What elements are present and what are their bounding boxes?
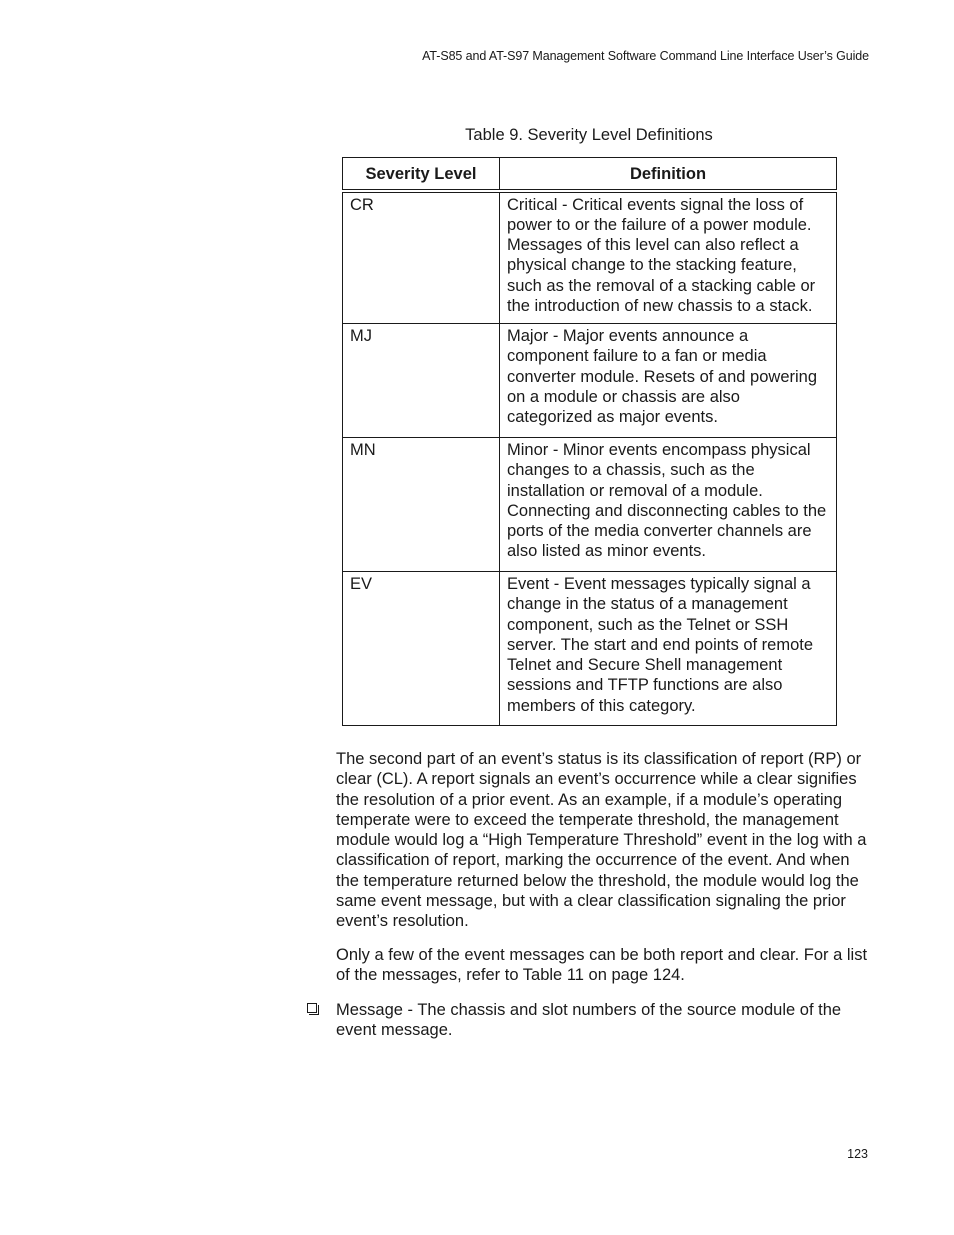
checkbox-bullet-icon — [307, 1003, 317, 1013]
definition-cell: Major - Major events announce a component failure to a fan or media converter module. Resets of and powering on a module or chassis are also categorized as major events. — [500, 324, 837, 438]
column-header-severity-level: Severity Level — [343, 158, 500, 191]
severity-level-cell: EV — [343, 572, 500, 726]
page-number: 123 — [847, 1147, 868, 1161]
bullet-item-text: Message - The chassis and slot numbers of the source module of the event message. — [336, 1001, 842, 1040]
severity-level-table — [342, 157, 837, 726]
table-row — [343, 324, 837, 438]
body-paragraph: Only a few of the event messages can be both report and clear. For a list of the messages, refer to Table 11 on page 124. — [336, 946, 868, 985]
table-header-row — [343, 158, 837, 191]
definition-cell: Event - Event messages typically signal a change in the status of a management component, such as the Telnet or SSH server. The start and end points of remote Telnet and Secure Shell management sessions and TFTP functions are also members of this category. — [500, 572, 837, 726]
table-caption: Table 9. Severity Level Definitions — [465, 126, 713, 144]
severity-level-cell: MJ — [343, 324, 500, 438]
severity-level-cell: CR — [343, 191, 500, 324]
definition-cell: Critical - Critical events signal the loss of power to or the failure of a power module. Messages of this level can also reflect a physical change to the stacking feature, such as the removal of a stacking cable or the introduction of new chassis to a stack. — [500, 191, 837, 324]
table-row — [343, 572, 837, 726]
table-row — [343, 438, 837, 572]
column-header-definition: Definition — [500, 158, 837, 191]
definition-cell: Minor - Minor events encompass physical changes to a chassis, such as the installation or removal of a module. Connecting and disconnecting cables to the ports of the media converter channels are also listed as minor events. — [500, 438, 837, 572]
table-row — [343, 191, 837, 324]
body-paragraph: The second part of an event’s status is its classification of report (RP) or clear (CL). A report signals an event’s occurrence while a clear signifies the resolution of a prior event. As an example, if a module’s operating temperate were to exceed the temperate threshold, the management module would log a “High Temperature Threshold” event in the log with a classification of report, marking the occurrence of the event. And when the temperature returned below the threshold, the module would log the same event message, but with a clear classification signaling the prior event’s resolution. — [336, 750, 867, 931]
severity-level-cell: MN — [343, 438, 500, 572]
running-header: AT-S85 and AT-S97 Management Software Command Line Interface User’s Guide — [422, 49, 869, 63]
